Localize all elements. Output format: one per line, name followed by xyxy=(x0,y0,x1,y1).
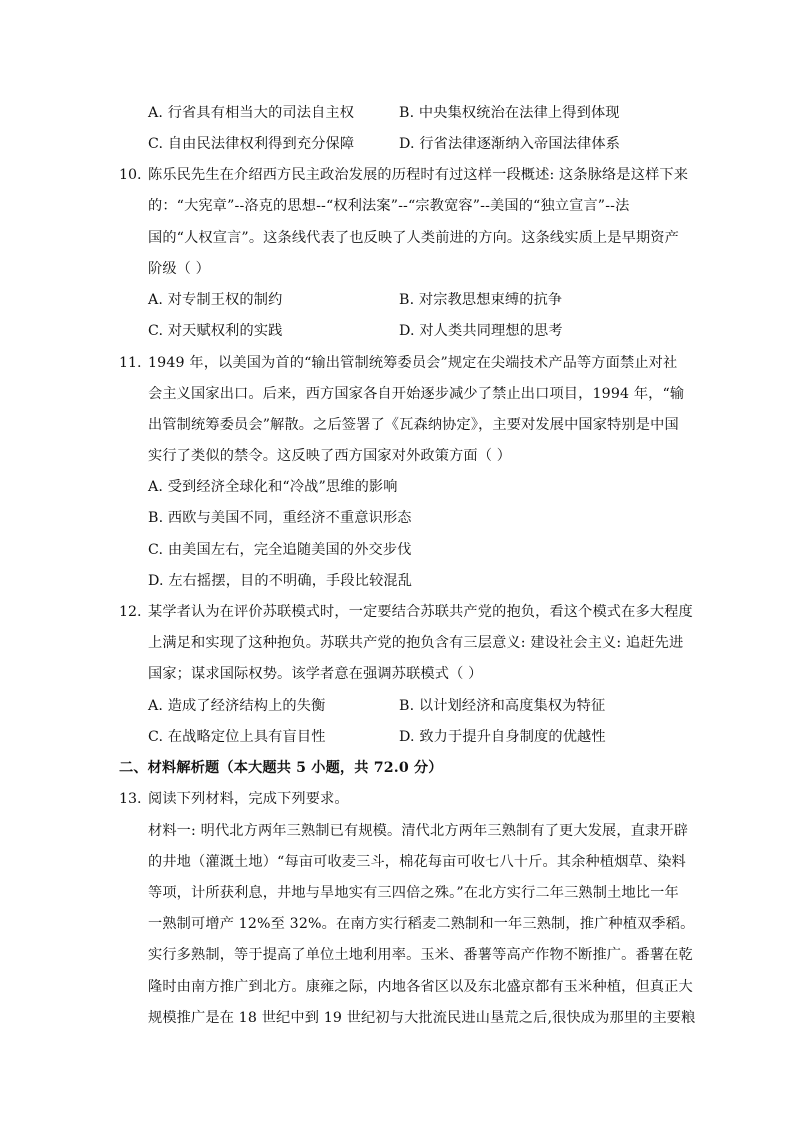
q13-material-line: 一熟制可增产 12%至 32%。在南方实行稻麦二熟制和一年三熟制，推广种植双季稻。 xyxy=(148,916,695,932)
question-number: 10. xyxy=(119,167,142,183)
q10-option-d: D. 对人类共同理想的思考 xyxy=(399,323,563,339)
q10-stem-line: 的：“大宪章”--洛克的思想--“权利法案”--“宗教宽容”--美国的“独立宣言”--法 xyxy=(148,198,630,214)
q11-option-b: B. 西欧与美国不同，重经济不重意识形态 xyxy=(148,510,412,526)
q13-material-line: 实行多熟制，等于提高了单位土地利用率。玉米、番薯等高产作物不断推广。番薯在乾 xyxy=(148,947,693,963)
q11-stem-line: 出管制统筹委员会”解散。之后签署了《瓦森纳协定》，主要对发展中国家特别是中国 xyxy=(148,417,679,433)
q12-option-b: B. 以计划经济和高度集权为特征 xyxy=(399,698,606,714)
question-number: 11. xyxy=(119,355,142,371)
q9-option-c: C. 自由民法律权利得到充分保障 xyxy=(148,136,355,152)
q10-stem-line: 阶级（ ） xyxy=(148,261,211,277)
question-number: 12. xyxy=(119,604,142,620)
question-number: 13. xyxy=(119,791,142,807)
q12-stem-line: 国家；谋求国际权势。该学者意在强调苏联模式（ ） xyxy=(148,666,483,682)
q11-stem-line: 实行了类似的禁令。这反映了西方国家对外政策方面（ ） xyxy=(148,448,512,464)
section-heading: 二、材料解析题（本大题共 5 小题，共 72.0 分） xyxy=(119,760,443,776)
q11-option-a: A. 受到经济全球化和“冷战”思维的影响 xyxy=(148,479,398,495)
q12-option-d: D. 致力于提升自身制度的优越性 xyxy=(399,729,606,745)
q10-stem-line: 陈乐民先生在介绍西方民主政治发展的历程时有过这样一段概述: 这条脉络是这样下来 xyxy=(148,167,689,183)
q9-option-d: D. 行省法律逐渐纳入帝国法律体系 xyxy=(399,136,621,152)
q10-option-b: B. 对宗教思想束缚的抗争 xyxy=(399,292,563,308)
q9-option-a: A. 行省具有相当大的司法自主权 xyxy=(148,105,355,121)
q12-stem-line: 上满足和实现了这种抱负。苏联共产党的抱负含有三层意义: 建设社会主义: 追赶先进 xyxy=(148,635,684,651)
q12-option-c: C. 在战略定位上具有盲目性 xyxy=(148,729,326,745)
q10-option-a: A. 对专制王权的制约 xyxy=(148,292,283,308)
q13-material-line: 规模推广是在 18 世纪中到 19 世纪初与大批流民进山垦荒之后,很快成为那里的主要粮 xyxy=(148,1010,696,1026)
q13-material-line: 隆时由南方推广到北方。康雍之际，内地各省区以及东北盛京都有玉米种植，但真正大 xyxy=(148,979,693,995)
q10-option-c: C. 对天赋权利的实践 xyxy=(148,323,283,339)
q13-instruction: 阅读下列材料，完成下列要求。 xyxy=(148,791,349,807)
q9-option-b: B. 中央集权统治在法律上得到体现 xyxy=(399,105,620,121)
q11-stem-line: 会主义国家出口。后来，西方国家各自开始逐步减少了禁止出口项目，1994 年，“输 xyxy=(148,386,685,402)
q13-material-line: 材料一: 明代北方两年三熟制已有规模。清代北方两年三熟制有了更大发展，直隶开辟 xyxy=(148,823,689,839)
q11-stem-line: 1949 年，以美国为首的“输出管制统筹委员会”规定在尖端技术产品等方面禁止对社 xyxy=(148,355,678,371)
q11-option-d: D. 左右摇摆，目的不明确，手段比较混乱 xyxy=(148,573,413,589)
q13-material-line: 等项，计所获利息，井地与旱地实有三四倍之殊。”在北方实行二年三熟制土地比一年 xyxy=(148,885,679,901)
q12-stem-line: 某学者认为在评价苏联模式时，一定要结合苏联共产党的抱负，看这个模式在多大程度 xyxy=(148,604,693,620)
q13-material-line: 的井地（灌溉土地）“每亩可收麦三斗，棉花每亩可收七八十斤。其余种植烟草、染料 xyxy=(148,854,686,870)
q11-option-c: C. 由美国左右，完全追随美国的外交步伐 xyxy=(148,542,412,558)
q12-option-a: A. 造成了经济结构上的失衡 xyxy=(148,698,326,714)
q10-stem-line: 国的“人权宣言”。这条线代表了也反映了人类前进的方向。这条线实质上是早期资产 xyxy=(148,230,679,246)
